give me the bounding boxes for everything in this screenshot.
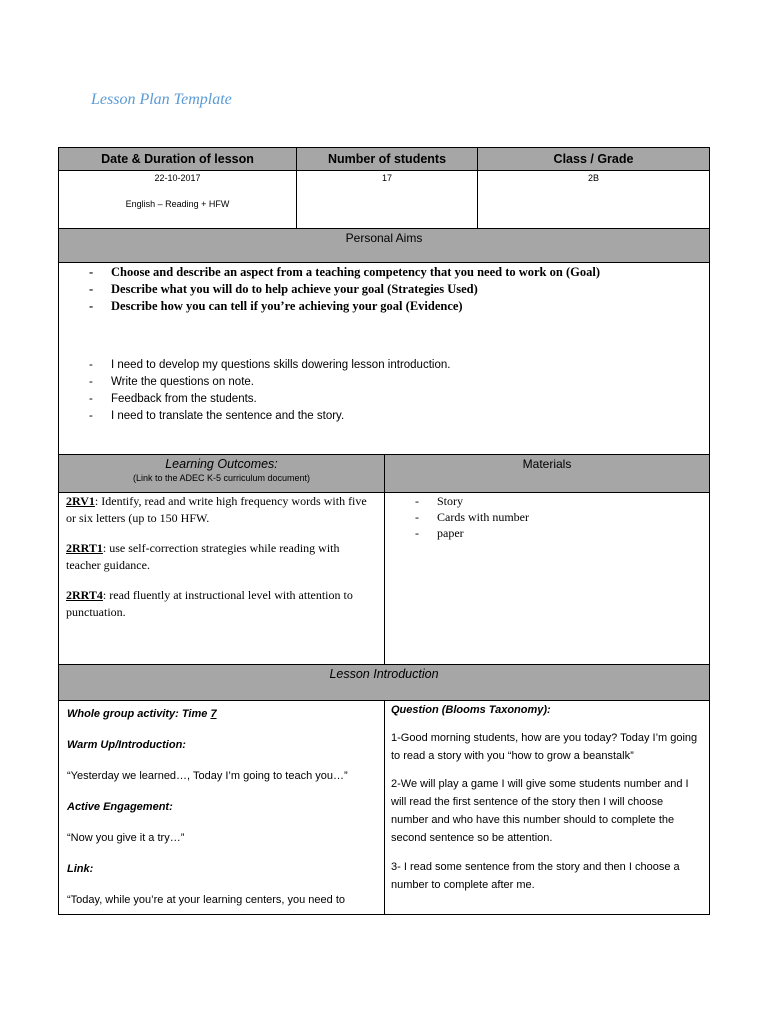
header-class-label: Class / Grade xyxy=(553,152,634,166)
curriculum-link-note: (Link to the ADEC K-5 curriculum document) xyxy=(132,473,311,483)
list-item: - I need to develop my questions skills dowering lesson introduction. xyxy=(59,357,709,374)
aims-instructions-list xyxy=(59,264,709,315)
personal-aims-header xyxy=(58,228,710,263)
list-item: - Choose and describe an aspect from a teaching competency that you need to work on (Goal) xyxy=(59,264,709,281)
question-label: Question (Blooms Taxonomy): xyxy=(391,704,551,716)
list-item: - Story xyxy=(385,493,709,509)
outcome-text: : use self-correction strategies while reading with teacher guidance. xyxy=(66,541,340,572)
warm-up-text: “Yesterday we learned…, Today I’m going to teach you…” xyxy=(67,770,348,782)
outcome-code: 2RRT4 xyxy=(66,588,103,602)
list-item: - I need to translate the sentence and the story. xyxy=(59,408,709,425)
materials-heading: Materials xyxy=(522,457,572,471)
whole-group-time: 7 xyxy=(210,708,217,720)
materials-header xyxy=(384,454,710,493)
materials-list xyxy=(385,493,709,541)
aims-answers-list xyxy=(59,357,709,425)
materials-body xyxy=(384,492,710,665)
info-class-cell xyxy=(477,170,710,229)
intro-questions-cell xyxy=(384,700,710,915)
lesson-introduction-heading: Lesson Introduction xyxy=(329,667,439,681)
class-grade: 2B xyxy=(587,173,599,183)
lesson-subject: English – Reading + HFW xyxy=(125,199,230,209)
outcome-code: 2RRT1 xyxy=(66,541,103,555)
lesson-date: 22-10-2017 xyxy=(154,173,201,183)
active-engagement-text: “Now you give it a try…” xyxy=(67,832,185,844)
list-item: - Write the questions on note. xyxy=(59,374,709,391)
outcome-text: : read fluently at instructional level with attention to punctuation. xyxy=(66,588,353,619)
learning-outcomes-header xyxy=(58,454,385,493)
list-item: - Describe what you will do to help achieve your goal (Strategies Used) xyxy=(59,281,709,298)
header-date-cell xyxy=(58,147,297,171)
list-item: - Describe how you can tell if you’re achieving your goal (Evidence) xyxy=(59,298,709,315)
info-date-cell xyxy=(58,170,297,229)
student-count: 17 xyxy=(381,173,392,183)
header-date-label: Date & Duration of lesson xyxy=(101,152,254,166)
outcome-code: 2RV1 xyxy=(66,494,95,508)
lesson-introduction-header xyxy=(58,664,710,701)
list-item: - Feedback from the students. xyxy=(59,391,709,408)
active-engagement-label: Active Engagement: xyxy=(67,801,173,813)
link-label: Link: xyxy=(67,863,94,875)
warm-up-label: Warm Up/Introduction: xyxy=(67,739,186,751)
outcome-text: : Identify, read and write high frequency words with five or six letters (up to 150 HFW. xyxy=(66,494,367,525)
personal-aims-body xyxy=(58,262,710,455)
outcome-item xyxy=(66,493,370,527)
info-students-cell xyxy=(296,170,478,229)
question-item: 1-Good morning students, how are you today? Today I’m going to read a story with you “how to grow a beanstalk” xyxy=(391,732,698,762)
document-title: Lesson Plan Template xyxy=(91,91,232,108)
outcome-item xyxy=(66,540,370,574)
header-students-label: Number of students xyxy=(327,152,447,166)
learning-outcomes-body xyxy=(58,492,385,665)
list-item: - paper xyxy=(385,525,709,541)
whole-group-label: Whole group activity: Time xyxy=(67,708,211,720)
question-item: 3- I read some sentence from the story and then I choose a number to complete after me. xyxy=(391,861,680,891)
whole-group-activity xyxy=(67,705,376,723)
link-text: “Today, while you’re at your learning centers, you need to xyxy=(67,894,346,906)
learning-outcomes-heading: Learning Outcomes: xyxy=(165,457,278,471)
personal-aims-heading: Personal Aims xyxy=(345,231,423,245)
header-class-cell xyxy=(477,147,710,171)
header-students-cell xyxy=(296,147,478,171)
question-item: 2-We will play a game I will give some students number and I will read the first sentence of the story then I will choose number and who have this number should to complete the second sentence so be attention. xyxy=(391,778,689,844)
outcome-item xyxy=(66,587,370,621)
list-item: - Cards with number xyxy=(385,509,709,525)
intro-activity-cell xyxy=(58,700,385,915)
